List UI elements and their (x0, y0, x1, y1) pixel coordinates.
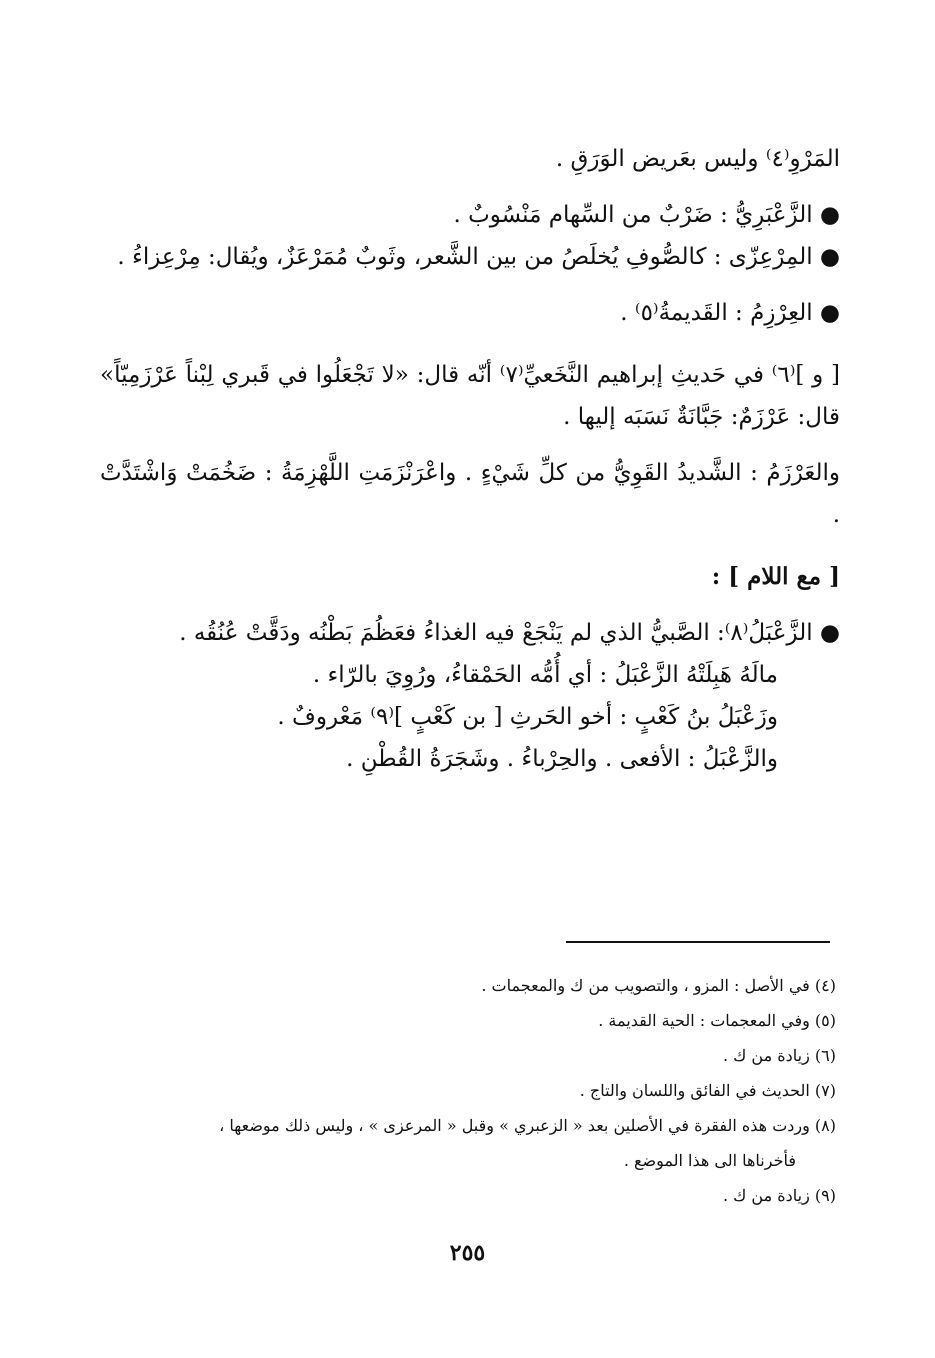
footnote: (٦) زيادة من ك . (722, 1046, 836, 1065)
entry-zabal (100, 612, 840, 654)
entry-text: الزَّعْبَلُ⁽٨⁾: الصَّبيُّ الذي لم يَنْجَعْ فيه الغذاءُ فعَظُمَ بَطْنُه ودَقَّتْ عُنُقُه . (179, 620, 813, 646)
footnote: (٨) وردت هذه الفقرة في الأصلين بعد « الزعبري » وقبل « المرعزى » ، وليس ذلك موضعها ، (219, 1116, 836, 1135)
entry-line: المَرْوِ⁽٤⁾ وليس بعَريض الوَرَقِ . (555, 146, 840, 172)
spacer (100, 438, 840, 452)
page-number: ٢٥٥ (449, 1240, 486, 1266)
entry-text: الزَّعْبَرِيُّ : ضَرْبٌ من السِّهام مَنْسُوبٌ . (453, 202, 813, 228)
footnote-divider (566, 941, 830, 943)
footnote: (٧) الحديث في الفائق واللسان والتاج . (579, 1081, 836, 1100)
spacer (100, 180, 840, 194)
entry-irzim (100, 292, 840, 334)
entry-text: المِرْعِزّى : كالصُّوفِ يُخلَصُ من بين الشَّعر، وثَوبٌ مُمَرْعَزٌ، ويُقال: مِرْعِزاءُ . (117, 244, 813, 270)
spacer (100, 278, 840, 292)
section-heading: [ مع اللام ] : (711, 563, 840, 590)
footnotes (100, 968, 836, 1213)
entry-text: العِرْزِمُ : القَديمةُ⁽٥⁾ . (620, 300, 813, 326)
spacer (100, 536, 840, 556)
spacer (100, 598, 840, 612)
bullet-icon: ● (819, 299, 840, 326)
entry-arzam: والعَرْزَمُ : الشَّديدُ القَوِيُّ من كلِّ شَيْءٍ . واعْرَنْزَمَتِ اللَّهْزِمَةُ : ضَخُمَتْ وَاشْتَدَّتْ . (100, 460, 840, 528)
entry-hadith: [ و ]⁽٦⁾ في حَديثِ إبراهيم النَّخَعيِّ⁽٧⁾ أنّه قال: «لا تَجْعَلُوا في قَبري لِبْناً عَرْزَمِيّاً» قال: عَرْزَمٌ: جَبَّانَةٌ نَسَبَه إليها . (100, 362, 840, 430)
entry-subline: وزَعْبَلُ بنُ كَعْبٍ : أخو الحَرثِ [ بن كَعْبٍ ]⁽٩⁾ مَعْروفٌ . (277, 704, 778, 730)
footnote-continuation: فأخرناها الى هذا الموضع . (623, 1151, 796, 1170)
footnote: (٩) زيادة من ك . (722, 1186, 836, 1205)
entry-subline: والزَّعْبَلُ : الأفعى . والحِرْباءُ . وشَجَرَةُ القُطْنِ . (346, 746, 778, 772)
entry-zabari (100, 194, 840, 236)
bullet-icon: ● (819, 201, 840, 228)
entry-subline: مالَهُ هَبِلَتْهُ الزَّعْبَلُ : أي أُمُّه الحَمْقاءُ، ورُوِيَ بالرّاء . (312, 662, 778, 688)
spacer (100, 334, 840, 354)
footnote: (٤) في الأصل : المزو ، والتصويب من ك والمعجمات . (481, 976, 836, 995)
main-text (100, 138, 840, 780)
bullet-icon: ● (819, 619, 840, 646)
bullet-icon: ● (819, 243, 840, 270)
footnote: (٥) وفي المعجمات : الحية القديمة . (598, 1011, 836, 1030)
entry-miriizza (100, 236, 840, 278)
